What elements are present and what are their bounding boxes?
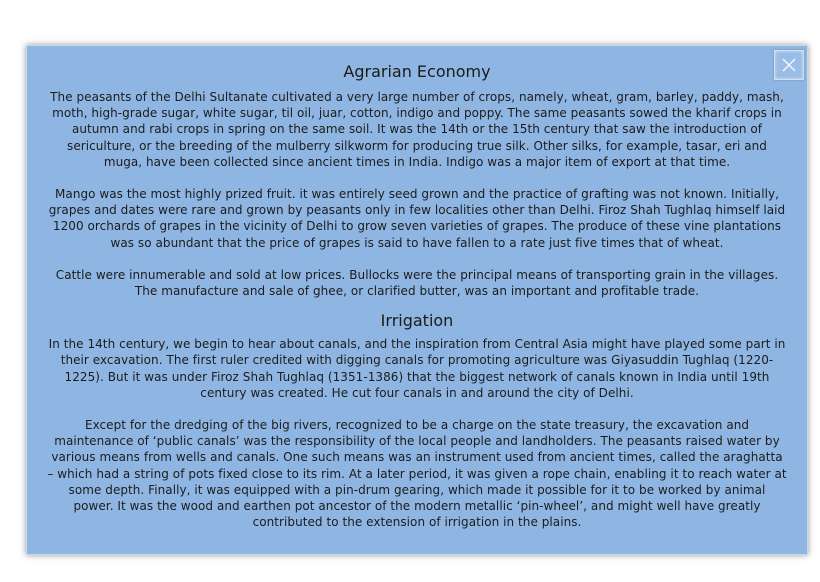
paragraph: In the 14th century, we begin to hear about canals, and the inspiration from Central Asia might have played some part in their excavation. The first ruler credited with digging canals for promoting agriculture was Giyasuddin Tughlaq (1220-1225). But it was under Firoz Shah Tughlaq (1351-1386) that the biggest network of canals known in India until 19th century was created. He cut four canals in and around the city of Delhi. <box>48 337 786 400</box>
paragraph: Except for the dredging of the big rivers, recognized to be a charge on the state treasury, the excavation and maintenance of ‘public canals’ was the responsibility of the local people and landholders. The peasants raised water by various means from wells and canals. One such means was an instrument used from ancient times, called the araghatta – which had a string of pots fixed close to its rim. At a later period, it was given a rope chain, enabling it to reach water at some depth. Finally, it was equipped with a pin-drum gearing, which made it possible for it to be worked by animal power. It was the wood and earthen pot ancestor of the modern metallic ‘pin-wheel’, and might well have greatly contributed to the extension of irrigation in the plains. <box>47 418 787 530</box>
panel-content <box>47 62 787 530</box>
section-heading-agrarian-economy: Agrarian Economy <box>343 62 491 81</box>
info-panel <box>26 45 808 555</box>
paragraph: The peasants of the Delhi Sultanate cultivated a very large number of crops, namely, wheat, gram, barley, paddy, mash, moth, high-grade sugar, white sugar, til oil, juar, cotton, indigo and poppy. The same peasants sowed the kharif crops in autumn and rabi crops in spring on the same soil. It was the 14th or the 15th century that saw the introduction of sericulture, or the breeding of the mulberry silkworm for producing true silk. Other silks, for example, tasar, eri and muga, have been collected since ancient times in India. Indigo was a major item of export at that time. <box>50 90 784 169</box>
paragraph: Mango was the most highly prized fruit. it was entirely seed grown and the practice of grafting was not known. Initially, grapes and dates were rare and grown by peasants only in few localities other than Delhi. Firoz Shah Tughlaq himself laid 1200 orchards of grapes in the vicinity of Delhi to grow seven varieties of grapes. The produce of these vine plantations was so abundant that the price of grapes is said to have fallen to a rate just five times that of wheat. <box>48 187 786 250</box>
paragraph: Cattle were innumerable and sold at low prices. Bullocks were the principal means of transporting grain in the villages. The manufacture and sale of ghee, or clarified butter, was an important and profitable trade. <box>55 267 779 299</box>
section-heading-irrigation: Irrigation <box>380 311 454 331</box>
